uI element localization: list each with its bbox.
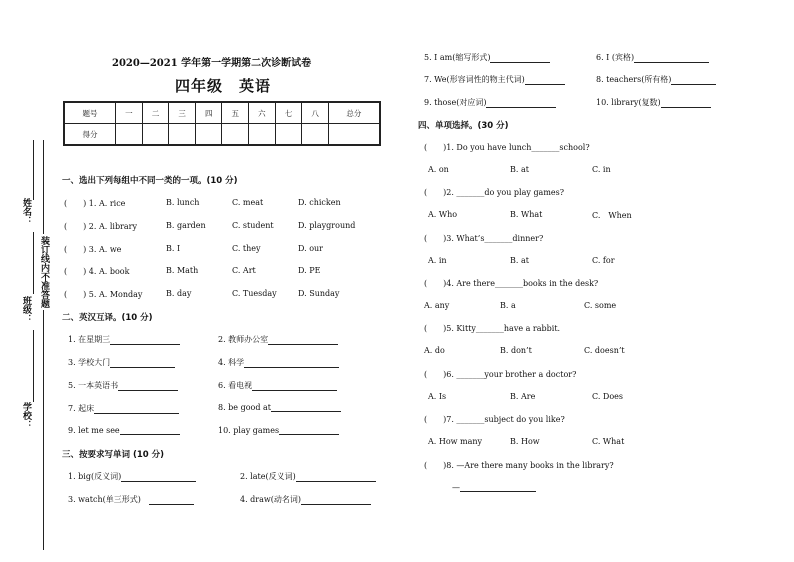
word-item bbox=[424, 97, 556, 108]
question-stem: ( )6. _______your brother a doctor? bbox=[424, 370, 577, 379]
score-cell[interactable] bbox=[195, 124, 222, 146]
score-cell[interactable] bbox=[169, 124, 196, 146]
option-d: D. our bbox=[298, 244, 324, 253]
option-c: C. Does bbox=[592, 392, 623, 401]
option-c: C. When bbox=[592, 211, 632, 220]
answer-blank[interactable] bbox=[252, 390, 337, 391]
table-header-cell: 总分 bbox=[328, 102, 380, 124]
option-d: D. Sunday bbox=[298, 289, 340, 298]
word-item bbox=[240, 494, 371, 505]
school-blank bbox=[33, 330, 34, 402]
table-header-cell: 五 bbox=[222, 102, 249, 124]
translate-item bbox=[68, 380, 178, 391]
table-header-cell: 三 bbox=[169, 102, 196, 124]
translate-item bbox=[68, 357, 175, 368]
item-text: 3. watch(单三形式) bbox=[68, 495, 141, 504]
word-item bbox=[68, 471, 196, 482]
item-text: 10. library(复数) bbox=[596, 98, 661, 107]
item-text: 1. 在星期三 bbox=[68, 335, 111, 344]
option-c: C. some bbox=[584, 301, 617, 310]
answer-blank[interactable] bbox=[296, 481, 376, 482]
score-cell[interactable] bbox=[302, 124, 329, 146]
answer-blank[interactable] bbox=[149, 504, 194, 505]
score-cell[interactable] bbox=[275, 124, 302, 146]
question-stem: ( )1. Do you have lunch_______school? bbox=[424, 143, 590, 152]
exam-title: 2020—2021 学年第一学期第二次诊断试卷 bbox=[112, 58, 312, 69]
question-stem: ( ) 3. A. we bbox=[64, 245, 122, 254]
answer-blank[interactable] bbox=[486, 107, 556, 108]
item-text: 8. teachers(所有格) bbox=[596, 75, 672, 84]
table-header-cell: 六 bbox=[249, 102, 276, 124]
item-text: 5. 一本英语书 bbox=[68, 381, 119, 390]
section3-title: 三、按要求写单词 (10 分) bbox=[62, 450, 165, 460]
translate-item bbox=[218, 403, 341, 412]
answer-blank[interactable] bbox=[271, 411, 341, 412]
option-b: B. Math bbox=[166, 266, 199, 275]
exam-subtitle: 四年级 英语 bbox=[175, 77, 272, 95]
school-label: 学校： bbox=[21, 402, 31, 429]
score-cell[interactable] bbox=[328, 124, 380, 146]
answer-blank[interactable] bbox=[460, 491, 536, 492]
score-cell[interactable] bbox=[142, 124, 169, 146]
question-stem: ( )5. Kitty_______have a rabbit. bbox=[424, 324, 561, 333]
item-text: 6. I (宾格) bbox=[596, 53, 635, 62]
score-table-score-row bbox=[64, 124, 380, 146]
answer-blank[interactable] bbox=[301, 504, 371, 505]
answer-blank[interactable] bbox=[671, 84, 716, 85]
word-item bbox=[424, 52, 550, 63]
option-d: D. playground bbox=[298, 221, 356, 230]
option-a: A. How many bbox=[428, 437, 483, 446]
score-cell[interactable] bbox=[116, 124, 143, 146]
class-blank bbox=[33, 232, 34, 294]
item-text: 9. let me see bbox=[68, 426, 120, 435]
answer-blank[interactable] bbox=[118, 390, 178, 391]
answer-blank[interactable] bbox=[634, 62, 709, 63]
option-b: B. don’t bbox=[500, 346, 532, 355]
word-item bbox=[240, 471, 376, 482]
question-stem: ( )7. _______subject do you like? bbox=[424, 415, 565, 424]
item-text: 7. We(形容词性的物主代词) bbox=[424, 75, 525, 84]
option-b: B. garden bbox=[166, 221, 206, 230]
item-text: 10. play games bbox=[218, 426, 280, 435]
name-blank bbox=[33, 140, 34, 200]
answer-blank[interactable] bbox=[490, 62, 550, 63]
option-b: B. lunch bbox=[166, 198, 200, 207]
item-text: 2. late(反义词) bbox=[240, 472, 296, 481]
binding-line bbox=[43, 140, 44, 550]
option-b: B. I bbox=[166, 244, 181, 253]
option-d: D. chicken bbox=[298, 198, 341, 207]
option-c: C. in bbox=[592, 165, 611, 174]
word-item bbox=[596, 52, 709, 63]
binding-notice: 装订线内不准答题 bbox=[39, 236, 49, 308]
answer-blank[interactable] bbox=[121, 481, 196, 482]
option-c: C. for bbox=[592, 256, 615, 265]
answer-blank[interactable] bbox=[110, 367, 175, 368]
item-text: 5. I am(缩写形式) bbox=[424, 53, 491, 62]
option-a: A. Is bbox=[428, 392, 447, 401]
option-c: C. Tuesday bbox=[232, 289, 277, 298]
option-a: A. on bbox=[428, 165, 449, 174]
option-a: A. in bbox=[428, 256, 447, 265]
question-stem: ( )3. What’s_______dinner? bbox=[424, 234, 544, 243]
score-cell[interactable] bbox=[222, 124, 249, 146]
option-c: C. student bbox=[232, 221, 274, 230]
item-text: 4. draw(动名词) bbox=[240, 495, 301, 504]
translate-item bbox=[218, 380, 337, 391]
question-stem: ( ) 1. A. rice bbox=[64, 199, 126, 208]
option-a: A. any bbox=[424, 301, 450, 310]
option-b: B. at bbox=[510, 165, 529, 174]
answer-blank[interactable] bbox=[94, 413, 179, 414]
translate-item bbox=[68, 334, 180, 345]
section4-title: 四、单项选择。(30 分) bbox=[418, 121, 509, 131]
item-text: 1. big(反义词) bbox=[68, 472, 122, 481]
option-b: B. a bbox=[500, 301, 516, 310]
translate-item bbox=[218, 334, 338, 345]
option-c: C. What bbox=[592, 437, 625, 446]
item-text: 7. 起床 bbox=[68, 404, 95, 413]
answer-blank[interactable] bbox=[661, 107, 711, 108]
answer-blank[interactable] bbox=[120, 434, 180, 435]
table-header-cell: 二 bbox=[142, 102, 169, 124]
word-item bbox=[424, 74, 565, 85]
answer-dash: — bbox=[452, 483, 460, 492]
class-label: 班级： bbox=[21, 296, 31, 323]
question-stem: ( ) 2. A. library bbox=[64, 222, 137, 231]
item-text: 2. 教师办公室 bbox=[218, 335, 269, 344]
answer-blank[interactable] bbox=[244, 367, 339, 368]
question-stem: ( )4. Are there_______books in the desk? bbox=[424, 279, 599, 288]
option-c: C. they bbox=[232, 244, 261, 253]
option-c: C. Art bbox=[232, 266, 256, 275]
answer-blank[interactable] bbox=[279, 434, 339, 435]
translate-item bbox=[218, 426, 339, 435]
table-header-cell: 四 bbox=[195, 102, 222, 124]
item-text: 9. those(对应词) bbox=[424, 98, 487, 107]
word-item bbox=[596, 97, 711, 108]
translate-item bbox=[218, 357, 339, 368]
answer-item bbox=[452, 483, 536, 492]
item-text: 4. 科学 bbox=[218, 358, 245, 367]
table-header-cell: 题号 bbox=[64, 102, 116, 124]
table-header-cell: 一 bbox=[116, 102, 143, 124]
option-b: B. What bbox=[510, 210, 543, 219]
option-c: C. meat bbox=[232, 198, 264, 207]
question-stem: ( ) 5. A. Monday bbox=[64, 290, 143, 299]
option-a: A. do bbox=[424, 346, 445, 355]
question-stem: ( )2. _______do you play games? bbox=[424, 188, 565, 197]
translate-item bbox=[68, 403, 179, 414]
word-item bbox=[68, 494, 194, 505]
score-table-header-row bbox=[64, 102, 380, 124]
option-b: B. Are bbox=[510, 392, 536, 401]
option-b: B. at bbox=[510, 256, 529, 265]
section1-title: 一、选出下列每组中不同一类的一项。(10 分) bbox=[62, 176, 238, 186]
name-label: 姓名： bbox=[21, 198, 31, 225]
score-table bbox=[63, 101, 381, 146]
item-text: 3. 学校大门 bbox=[68, 358, 111, 367]
answer-blank[interactable] bbox=[525, 84, 565, 85]
option-a: A. Who bbox=[428, 210, 458, 219]
table-header-cell: 八 bbox=[302, 102, 329, 124]
option-b: B. How bbox=[510, 437, 540, 446]
option-b: B. day bbox=[166, 289, 192, 298]
table-row-label: 得分 bbox=[64, 124, 116, 146]
item-text: 6. 看电视 bbox=[218, 381, 253, 390]
item-text: 8. be good at bbox=[218, 403, 271, 412]
answer-blank[interactable] bbox=[110, 344, 180, 345]
option-d: D. PE bbox=[298, 266, 321, 275]
section2-title: 二、英汉互译。(10 分) bbox=[62, 313, 153, 323]
answer-blank[interactable] bbox=[268, 344, 338, 345]
question-stem: ( )8. —Are there many books in the library? bbox=[424, 461, 614, 470]
translate-item bbox=[68, 426, 180, 435]
table-header-cell: 七 bbox=[275, 102, 302, 124]
word-item bbox=[596, 74, 716, 85]
score-cell[interactable] bbox=[249, 124, 276, 146]
question-stem: ( ) 4. A. book bbox=[64, 267, 130, 276]
option-c: C. doesn’t bbox=[584, 346, 625, 355]
